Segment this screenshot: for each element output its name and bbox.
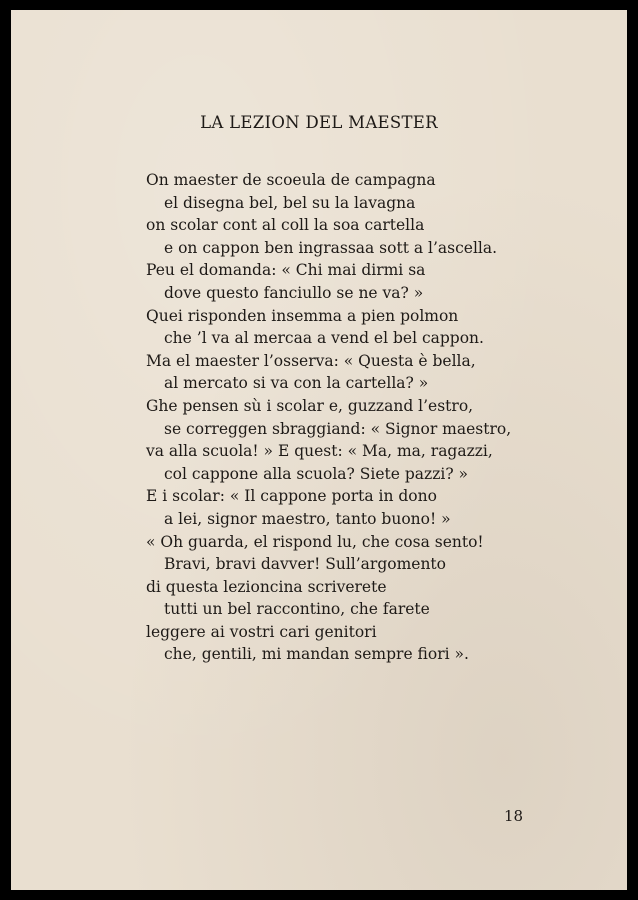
poem-line: di questa lezioncina scriverete xyxy=(146,577,387,596)
poem-line: che ’l va al mercaa a vend el bel cappon. xyxy=(164,329,484,348)
poem-line: va alla scuola! » E quest: « Ma, ma, ragazzi, xyxy=(146,442,493,461)
poem-line: Ghe pensen sù i scolar e, guzzand l’estro, xyxy=(146,396,474,415)
poem-line: on scolar cont al coll la soa cartella xyxy=(146,216,425,235)
poem-line: Bravi, bravi davver! Sull’argomento xyxy=(164,555,446,574)
poem-line: al mercato si va con la cartella? » xyxy=(164,374,429,393)
poem-line: se correggen sbraggiand: « Signor maestro, xyxy=(164,419,512,438)
poem-line: leggere ai vostri cari genitori xyxy=(146,622,377,641)
poem-body xyxy=(146,169,511,666)
poem-line: col cappone alla scuola? Siete pazzi? » xyxy=(164,464,469,483)
page-number: 18 xyxy=(504,807,524,825)
poem-line: On maester de scoeula de campagna xyxy=(146,171,436,189)
poem-line: a lei, signor maestro, tanto buono! » xyxy=(164,509,451,528)
poem-line: Peu el domanda: « Chi mai dirmi sa xyxy=(146,261,426,280)
poem-line: Ma el maester l’osserva: « Questa è bella, xyxy=(146,351,476,370)
poem-line: el disegna bel, bel su la lavagna xyxy=(164,193,416,212)
poem-title: LA LEZION DEL MAESTER xyxy=(200,113,438,132)
poem-line: « Oh guarda, el rispond lu, che cosa sento! xyxy=(146,532,484,551)
poem-line: Quei risponden insemma a pien polmon xyxy=(146,306,459,325)
poem-line: dove questo fanciullo se ne va? » xyxy=(164,283,424,302)
poem-line: tutti un bel raccontino, che farete xyxy=(164,600,430,619)
poem-line: E i scolar: « Il cappone porta in dono xyxy=(146,487,437,506)
book-page xyxy=(11,10,627,890)
poem-line: e on cappon ben ingrassaa sott a l’ascella. xyxy=(164,238,498,257)
poem-line: che, gentili, mi mandan sempre fiori ». xyxy=(164,645,469,664)
